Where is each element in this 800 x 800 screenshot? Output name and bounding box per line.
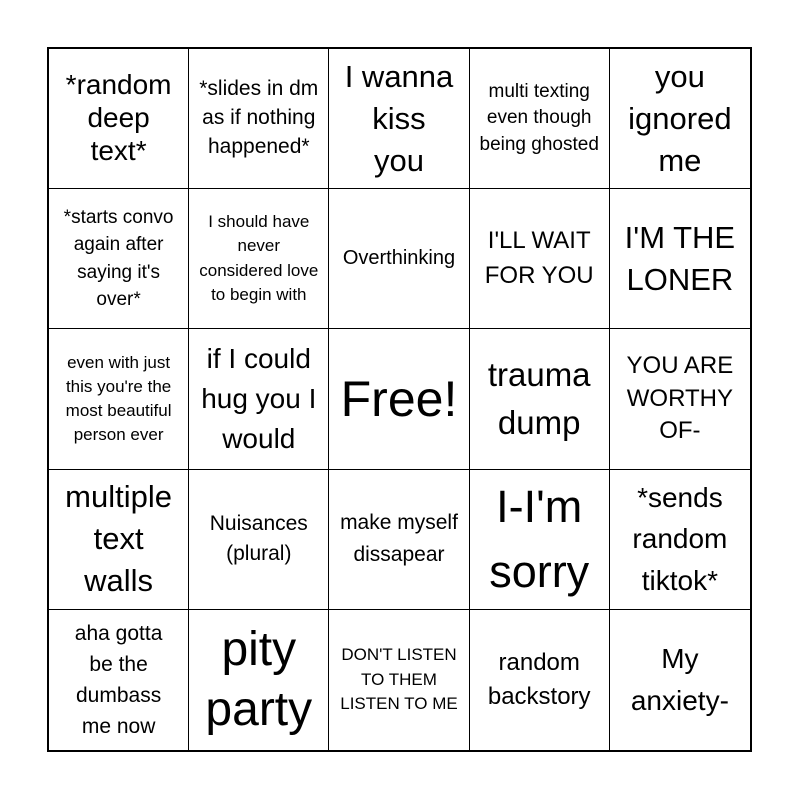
bingo-cell[interactable]: make myself dissapear (329, 470, 469, 610)
bingo-cell[interactable]: if I could hug you I would (189, 329, 329, 469)
bingo-cell[interactable]: aha gotta be the dumbass me now (49, 610, 189, 750)
bingo-cell[interactable]: *slides in dm as if nothing happened* (189, 49, 329, 189)
bingo-cell[interactable]: even with just this you're the most beautiful person ever (49, 329, 189, 469)
bingo-cell[interactable]: multiple text walls (49, 470, 189, 610)
bingo-cell-free[interactable]: Free! (329, 329, 469, 469)
bingo-cell[interactable]: YOU ARE WORTHY OF- (610, 329, 750, 469)
bingo-cell[interactable]: multi texting even though being ghosted (470, 49, 610, 189)
bingo-cell[interactable]: I'LL WAIT FOR YOU (470, 189, 610, 329)
bingo-cell[interactable]: Nuisances (plural) (189, 470, 329, 610)
bingo-cell[interactable]: My anxiety- (630, 642, 729, 716)
bingo-board (47, 47, 752, 752)
bingo-cell[interactable]: *random deep text* (49, 49, 189, 189)
bingo-cell[interactable]: I-I'm sorry (470, 470, 610, 610)
bingo-cell[interactable]: pity party (189, 610, 329, 750)
bingo-cell[interactable]: I should have never considered love to begin with (189, 189, 329, 329)
bingo-cell[interactable]: DON'T LISTEN TO THEM LISTEN TO ME (329, 610, 469, 750)
bingo-cell[interactable]: I wanna kiss you (329, 49, 469, 189)
bingo-cell[interactable]: *starts convo again after saying it's over* (49, 189, 189, 329)
bingo-cell[interactable]: trauma dump (470, 329, 610, 469)
bingo-cell[interactable]: *sends random tiktok* (610, 470, 750, 610)
bingo-cell[interactable]: Overthinking (329, 189, 469, 329)
bingo-cell[interactable]: random backstory (470, 610, 610, 750)
bingo-cell[interactable]: you ignored me (610, 49, 750, 189)
bingo-cell[interactable]: I'M THE LONER (610, 189, 750, 329)
